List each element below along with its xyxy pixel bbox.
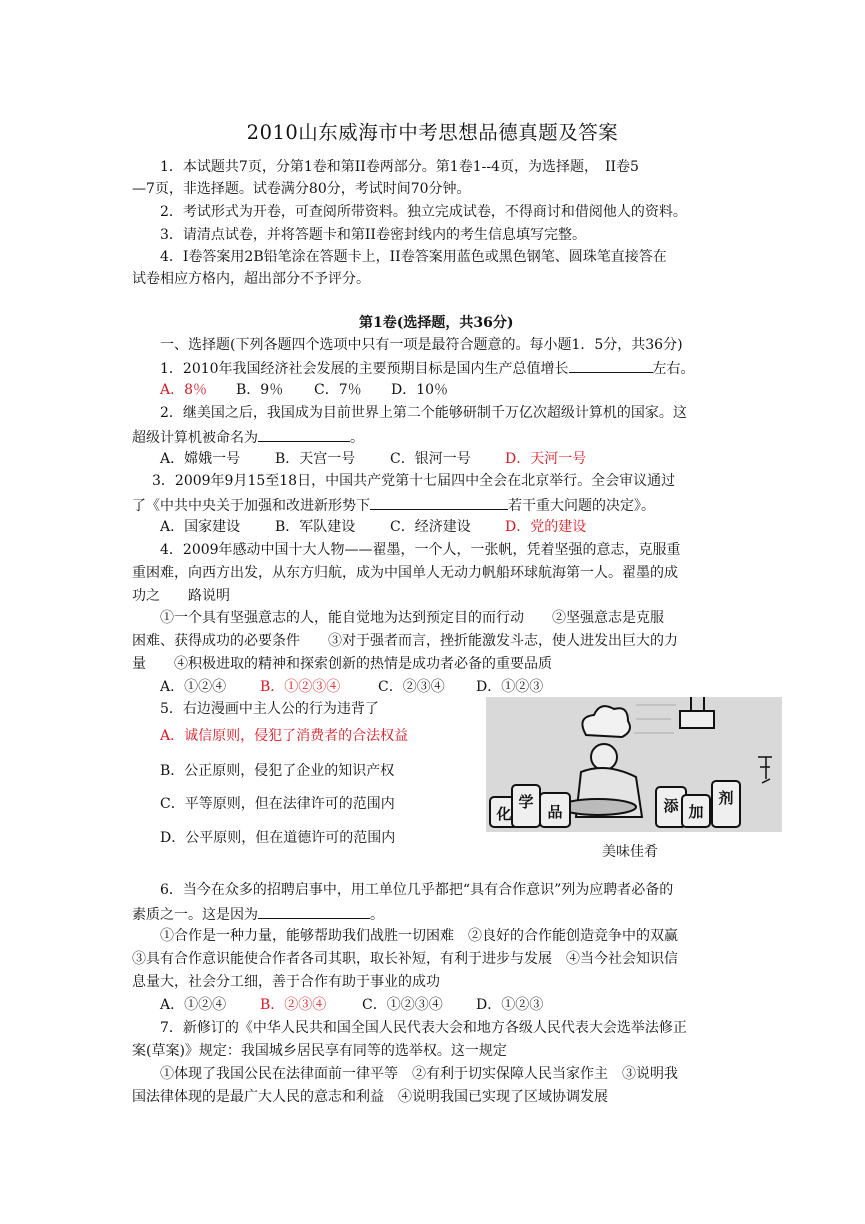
question-6-statements: 息量大，社会分工细，善于合作有助于事业的成功 (132, 974, 440, 990)
q3-option-d: D．党的建设 (505, 519, 587, 535)
question-7-statements: 国法律体现的是最广大人民的意志和利益 ④说明我国已实现了区域协调发展 (132, 1089, 608, 1105)
instruction-line: 4．I卷答案用2B铅笔涂在答题卡上，II卷答案用蓝色或黑色钢笔、圆珠笔直接答在 (160, 249, 667, 265)
q6-option-d: D．①②③ (476, 997, 544, 1013)
instruction-line: 2．考试形式为开卷，可查阅所带资料。独立完成试卷，不得商讨和借阅他人的资料。 (160, 204, 687, 220)
question-3-stem: 3．2009年9月15至18日，中国共产党第十七届四中全会在北京举行。全会审议通过 (152, 473, 676, 489)
question-6-text: 素质之一。这是因为 (132, 907, 258, 923)
question-6-text-end: 。 (370, 907, 384, 923)
question-3-text: 了《中共中央关于加强和改进新形势下 (132, 498, 370, 514)
section-title: 第1卷(选择题，共36分) (359, 315, 514, 331)
bottle-label: 添 (663, 797, 679, 815)
q4-option-d: D．①②③ (476, 679, 544, 695)
question-3-stem-cont (132, 497, 655, 513)
bottle-label: 学 (518, 793, 534, 811)
question-4-statements: 量 ④积极进取的精神和探索创新的热情是成功者必备的重要品质 (132, 656, 552, 672)
question-6-stem: 6．当今在众多的招聘启事中，用工单位几乎都把“具有合作意识”列为应聘者必备的 (160, 882, 674, 898)
page-title: 2010山东威海市中考思想品德真题及答案 (246, 121, 619, 144)
answer-blank (258, 906, 370, 919)
instruction-line: 1．本试题共7页，分第1卷和第II卷两部分。第1卷1--4页，为选择题， II卷5 (160, 159, 639, 175)
q5-option-b: B．公正原则，侵犯了企业的知识产权 (160, 763, 395, 779)
q4-option-c: C．②③④ (378, 679, 445, 695)
question-6-stem-cont (132, 906, 384, 922)
bottle-label: 化 (496, 805, 512, 823)
question-5-stem: 5．右边漫画中主人公的行为违背了 (160, 701, 379, 717)
question-7-statements: ①体现了我国公民在法律面前一律平等 ②有利于切实保障人民当家作主 ③说明我 (160, 1066, 678, 1082)
q3-option-a: A．国家建设 (160, 519, 241, 535)
q6-option-b: B．②③④ (260, 997, 327, 1013)
q4-option-b: B．①②③④ (260, 679, 341, 695)
q2-option-d: D．天河一号 (505, 451, 587, 467)
question-2-text-end: 。 (350, 430, 364, 446)
question-6-statements: ①合作是一种力量，能够帮助我们战胜一切困难 ②良好的合作能创造竞争中的双赢 (160, 928, 678, 944)
q1-option-b: B．9％ (236, 382, 284, 398)
question-4-stem-cont: 重困难，向西方出发，从东方归航，成为中国单人无动力帆船环球航海第一人。翟墨的成 (132, 565, 678, 581)
answer-blank (370, 497, 508, 510)
question-7-stem: 7．新修订的《中华人民共和国全国人民代表大会和地方各级人民代表大会选举法修正 (160, 1020, 687, 1036)
q5-option-c: C．平等原则，但在法律许可的范围内 (160, 796, 395, 812)
section-intro: 一、选择题(下列各题四个选项中只有一项是最符合题意的。每小题1．5分，共36分) (160, 337, 683, 353)
bottle-label: 品 (547, 803, 563, 821)
question-1-stem (160, 360, 695, 376)
q1-option-a: A．8％ (160, 382, 208, 398)
instruction-line: —7页，非选择题。试卷满分80分，考试时间70分钟。 (132, 181, 471, 197)
q3-option-b: B．军队建设 (275, 519, 356, 535)
question-2-text: 超级计算机被命名为 (132, 430, 258, 446)
q5-option-a: A．诚信原则，侵犯了消费者的合法权益 (160, 728, 409, 744)
question-4-statements: 困难、获得成功的必要条件 ③对于强者而言，挫折能激发斗志，使人进发出巨大的力 (132, 633, 678, 649)
q2-option-a: A．嫦娥一号 (160, 451, 241, 467)
question-1-text-end: 左右。 (652, 361, 695, 377)
q6-option-a: A．①②④ (160, 997, 227, 1013)
bottle-label: 加 (688, 803, 704, 821)
question-1-text: 1．2010年我国经济社会发展的主要预期目标是国内生产总值增长 (160, 361, 569, 377)
cartoon-caption: 美味佳肴 (602, 844, 658, 860)
instruction-line: 试卷相应方格内，超出部分不予评分。 (132, 271, 370, 287)
bottle-label: 剂 (718, 789, 734, 807)
question-3-text-end: 若干重大问题的决定》。 (508, 498, 655, 514)
instruction-line: 3．请清点试卷，并将答题卡和第II卷密封线内的考生信息填写完整。 (160, 227, 586, 243)
question-7-stem-cont: 案(草案)》规定：我国城乡居民享有同等的选举权。这一规定 (132, 1043, 507, 1059)
question-4-stem-cont: 功之 路说明 (132, 588, 230, 604)
question-2-stem: 2．继美国之后，我国成为目前世界上第二个能够研制千万亿次超级计算机的国家。这 (160, 405, 687, 421)
q6-option-c: C．①②③④ (362, 997, 443, 1013)
q2-option-b: B．天宫一号 (275, 451, 356, 467)
question-4-statements: ①一个具有坚强意志的人，能自觉地为达到预定目的而行动 ②坚强意志是克服 (160, 610, 664, 626)
question-2-stem-cont (132, 429, 364, 445)
question-6-statements: ③具有合作意识能使合作者各司其职，取长补短，有利于进步与发展 ④当今社会知识信 (132, 951, 678, 967)
answer-blank (258, 429, 350, 442)
question-4-stem: 4．2009年感动中国十大人物——翟墨，一个人，一张帆，凭着坚强的意志，克服重 (160, 542, 681, 558)
answer-blank (569, 360, 653, 373)
q3-option-c: C．经济建设 (390, 519, 471, 535)
q2-option-c: C．银河一号 (390, 451, 471, 467)
q5-option-d: D．公平原则，但在道德许可的范围内 (160, 830, 396, 846)
q1-option-d: D．10％ (391, 382, 449, 398)
q1-option-c: C．7％ (314, 382, 362, 398)
q4-option-a: A．①②④ (160, 679, 227, 695)
cartoon-illustration (486, 697, 782, 832)
